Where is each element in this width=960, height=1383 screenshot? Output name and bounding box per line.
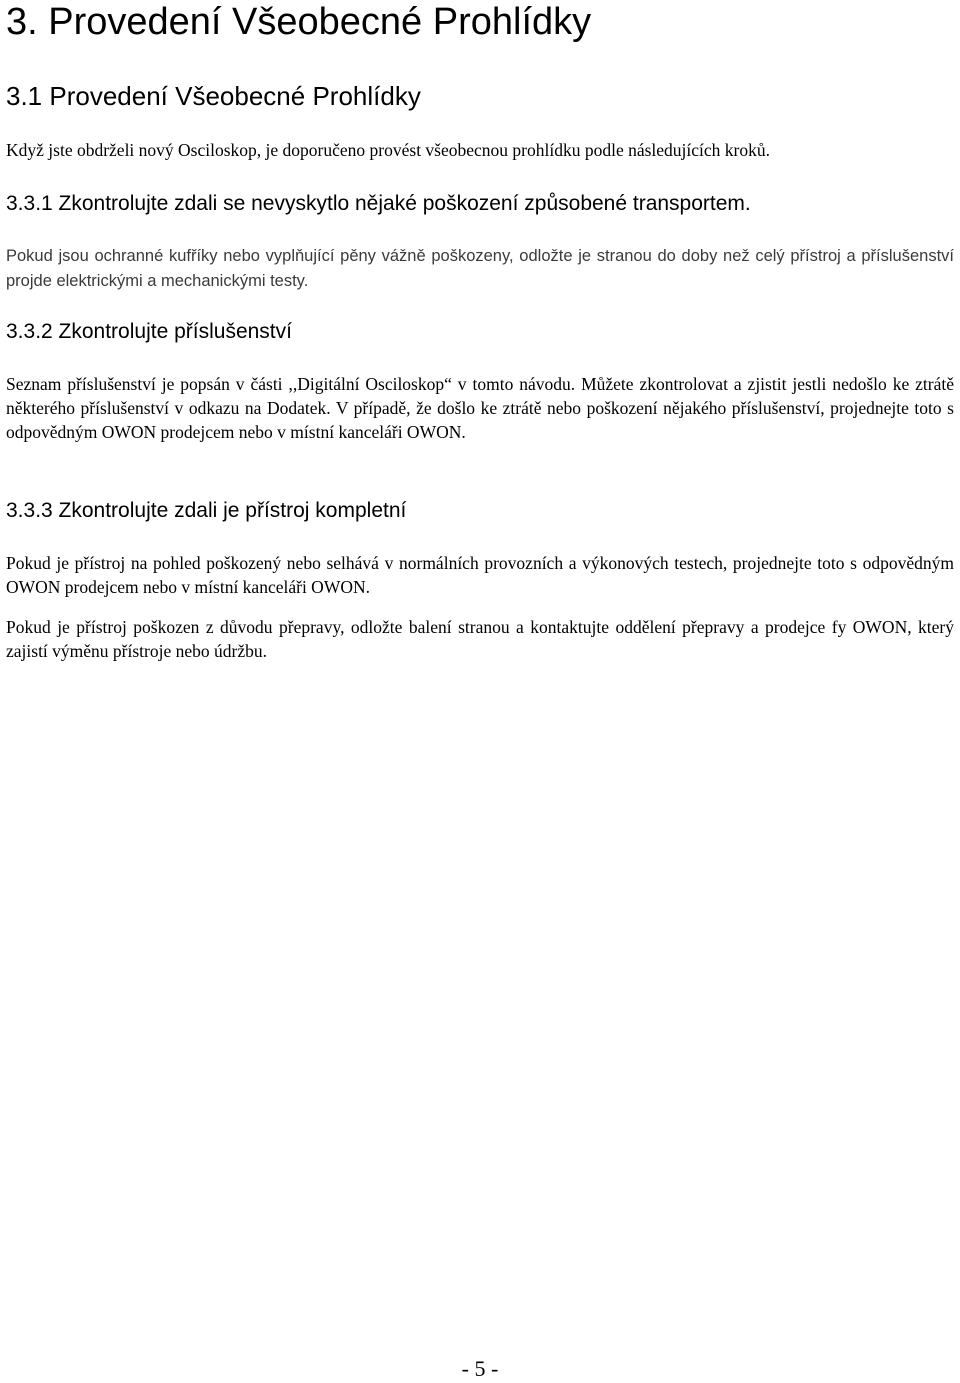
chapter-heading: 3. Provedení Všeobecné Prohlídky [6,1,592,43]
subsection-2-heading: 3.3.2 Zkontrolujte příslušenství [6,320,292,343]
subsection-3-paragraph-2: Pokud je přístroj poškozen z důvodu přepravy, odložte balení stranou a kontaktujte oddělení přepravy a prodejce fy OWON, který zajistí výměnu přístroje nebo údržbu. [6,617,954,661]
subsection-3-paragraph-1: Pokud je přístroj na pohled poškozený nebo selhává v normálních provozních a výkonových testech, projednejte toto s odpovědným OWON prodejcem nebo v místní kanceláři OWON. [6,553,954,597]
page-number: - 5 - [461,1356,499,1381]
section-heading: 3.1 Provedení Všeobecné Prohlídky [6,81,421,111]
subsection-2-paragraph: Seznam příslušenství je popsán v části ,,Digitální Osciloskop“ v tomto návodu. Můžete zkontrolovat a zjistit jestli nedošlo ke ztrátě některého příslušenství v odkazu na Dodatek. V případě, že došlo ke ztrátě nebo poškození nějakého příslušenství, projednejte toto s odpovědným OWON prodejcem nebo v místní kanceláři OWON. [6,374,954,442]
subsection-1-heading: 3.3.1 Zkontrolujte zdali se nevyskytlo nějaké poškození způsobené transportem. [6,192,751,215]
subsection-1-paragraph: Pokud jsou ochranné kufříky nebo vyplňující pěny vážně poškozeny, odložte je stranou do doby než celý přístroj a příslušenství projde elektrickými a mechanickými testy. [6,247,954,290]
intro-paragraph: Když jste obdrželi nový Osciloskop, je doporučeno provést všeobecnou prohlídku podle následujících kroků. [6,140,771,160]
subsection-3-heading: 3.3.3 Zkontrolujte zdali je přístroj kompletní [6,499,407,522]
